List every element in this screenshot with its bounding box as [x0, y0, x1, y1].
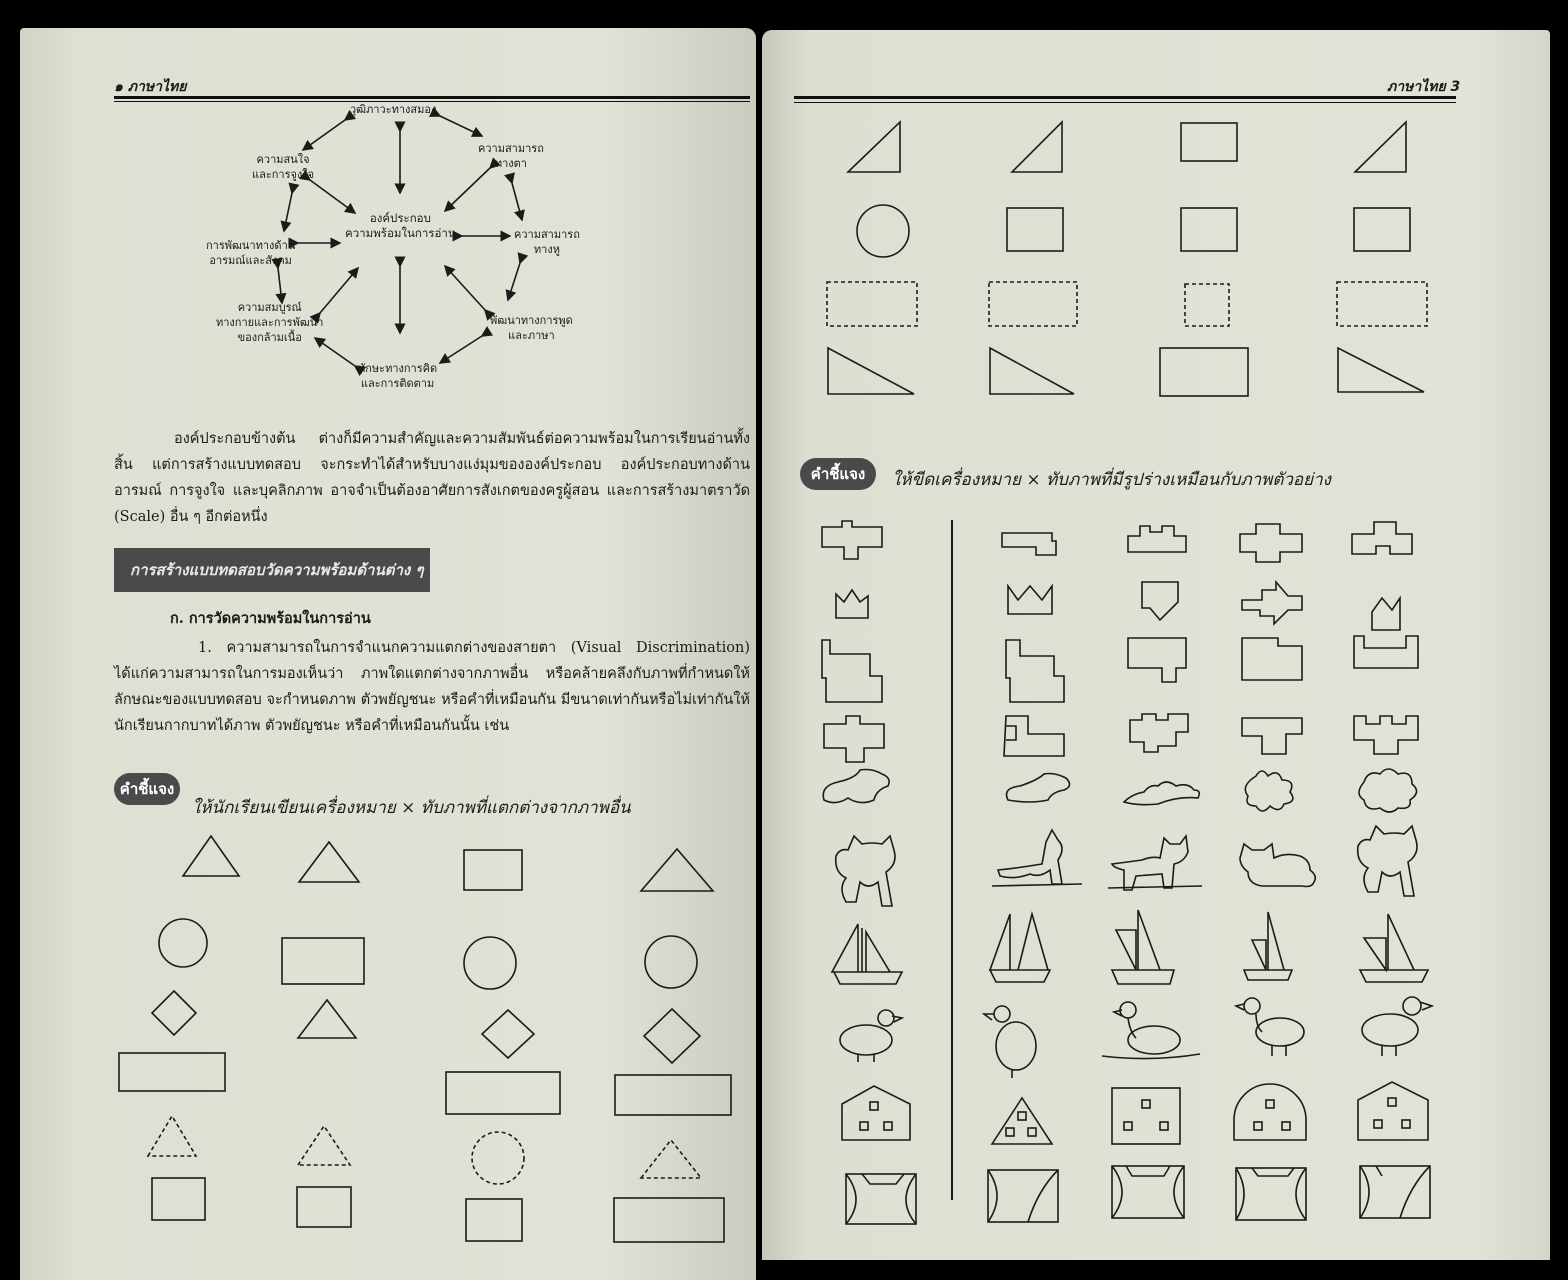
cross-block-shape — [1354, 716, 1418, 754]
cross-block-shape — [1004, 716, 1064, 756]
rectangle — [282, 938, 364, 984]
long-rectangle — [614, 1198, 724, 1242]
blob-shape — [1245, 771, 1293, 811]
long-rectangle — [615, 1075, 731, 1115]
triangle — [298, 1000, 356, 1038]
cloud-shape — [1359, 769, 1417, 812]
circle — [464, 937, 516, 989]
dashed-triangle — [641, 1140, 701, 1178]
house-drawing — [842, 1086, 910, 1140]
rectangle — [152, 1178, 205, 1220]
dashed-triangle — [148, 1116, 196, 1156]
node-brain-maturity: วุฒิภาวะทางสมอง — [350, 103, 437, 116]
circle — [159, 919, 207, 967]
rectangle — [1181, 208, 1237, 251]
crown-shape — [1372, 598, 1400, 630]
instruction-pill-left: คำชี้แจง — [114, 773, 180, 805]
sailboat-drawing — [1112, 910, 1174, 984]
house-drawing — [1112, 1088, 1180, 1144]
node-thinking-skills: ทักษะทางการคิด และการติดตาม — [358, 362, 438, 390]
sailboat-drawing — [1244, 912, 1292, 980]
crown-shape — [836, 590, 868, 618]
dashed-circle — [472, 1132, 524, 1184]
diagram-center: องค์ประกอบ ความพร้อมในการอ่าน — [345, 211, 456, 240]
node-speech-language: พัฒนาทางการพูด และภาษา — [490, 314, 573, 342]
rectangle — [464, 850, 522, 890]
step-shape — [1242, 638, 1302, 680]
diamond — [482, 1010, 534, 1058]
duck-drawing — [1236, 998, 1304, 1056]
dashed-rectangle — [1185, 284, 1229, 326]
duck-drawing — [1362, 997, 1432, 1056]
frame-shape — [1236, 1168, 1306, 1220]
step-shape — [822, 640, 882, 702]
right-matching-grid — [762, 510, 1550, 1210]
instruction-pill-right: คำชี้แจง — [800, 458, 876, 490]
node-hearing-ability: ความสามารถ ทางหู — [514, 228, 580, 256]
left-page — [20, 28, 756, 1280]
triangle — [641, 849, 713, 891]
diamond — [152, 991, 196, 1035]
cat-drawing — [992, 830, 1082, 886]
long-rectangle — [446, 1072, 560, 1114]
node-visual-ability: ความสามารถ ทางตา — [478, 142, 544, 170]
house-drawing — [1234, 1084, 1306, 1140]
dashed-rectangle — [989, 282, 1077, 326]
step-shape — [1128, 638, 1186, 682]
house-drawing — [992, 1098, 1052, 1144]
rectangle — [466, 1199, 522, 1241]
dashed-triangle — [298, 1126, 350, 1165]
node-emotional-social: การพัฒนาทางด้าน อารมณ์และสังคม — [206, 239, 296, 267]
duck-drawing — [840, 1010, 902, 1062]
crown-shape — [1142, 582, 1178, 620]
cat-drawing — [1358, 826, 1417, 896]
sailboat-drawing — [832, 924, 902, 984]
subheading-reading-readiness: ก. การวัดความพร้อมในการอ่าน — [170, 610, 371, 627]
right-triangle — [828, 348, 914, 394]
right-triangle — [1355, 122, 1406, 172]
crown-shape — [1008, 586, 1052, 614]
rectangle — [297, 1187, 351, 1227]
sailboat-drawing — [990, 914, 1050, 982]
dashed-rectangle — [827, 282, 917, 326]
paragraph-components: องค์ประกอบข้างต้น ต่างก็มีความสำคัญและความสัมพันธ์ต่อความพร้อมในการเรียนอ่านทั้งสิ้น แต่การสร้างแบบทดสอบ จะกระทำได้สำหรับบางแง่มุมขององค์ประกอบ องค์ประกอบทางด้านอารมณ์ การจูงใจ และบุคลิกภาพ อาจจำเป็นต้องอาศัยการสังเกตของครูผู้สอน และการสร้างมาตราวัด (Scale) อื่น ๆ อีกต่อหนึ่ง — [114, 431, 750, 525]
right-triangle — [990, 348, 1074, 394]
cross-block-shape — [1242, 718, 1302, 754]
blocky-shape — [1352, 522, 1412, 554]
frame-shape — [988, 1170, 1058, 1222]
right-triangle — [848, 122, 900, 172]
duck-drawing — [1102, 1002, 1200, 1059]
right-page — [762, 30, 1550, 1260]
dashed-rectangle — [1337, 282, 1427, 326]
rectangle — [1181, 123, 1237, 161]
section-band: การสร้างแบบทดสอบวัดความพร้อมด้านต่าง ๆ — [114, 548, 430, 592]
blocky-shape — [1128, 526, 1186, 552]
cross-block-shape — [1130, 714, 1188, 752]
triangle — [299, 842, 359, 882]
cat-drawing — [1240, 844, 1315, 887]
diamond — [644, 1009, 700, 1063]
duck-drawing — [984, 1006, 1036, 1078]
instruction-right: ให้ขีดเครื่องหมาย × ทับภาพที่มีรูปร่างเหมือนกับภาพตัวอย่าง — [892, 470, 1331, 490]
right-triangle — [1338, 348, 1424, 392]
triangle — [183, 836, 239, 876]
arrow-shape — [1242, 582, 1302, 624]
blob-shape — [1007, 774, 1070, 803]
cross-block-shape — [824, 716, 884, 762]
blob-shape — [823, 770, 889, 803]
frame-shape — [1360, 1166, 1430, 1218]
cat-drawing — [836, 836, 895, 906]
blocky-shape — [1002, 533, 1056, 555]
circle — [645, 936, 697, 988]
right-page-header: ภาษาไทย 3 — [1387, 79, 1461, 95]
node-interest-motivation: ความสนใจ และการจูงใจ — [252, 153, 315, 181]
sailboat-drawing — [1360, 914, 1428, 982]
rectangle — [1160, 348, 1248, 396]
step-shape — [1006, 640, 1064, 702]
rectangle — [1354, 208, 1410, 251]
step-shape — [1354, 636, 1418, 668]
left-shape-grid — [20, 828, 756, 1228]
blocky-shape — [822, 521, 882, 559]
paragraph-visual-discrimination: 1. ความสามารถในการจำแนกความแตกต่างของสายตา (Visual Discrimination) ได้แก่ความสามารถในการมองเห็นว่า ภาพใดแตกต่างจากภาพอื่น หรือคล้ายคลึงกับภาพที่กำหนดให้ ลักษณะของแบบทดสอบ จะกำหนดภาพ ตัวพยัญชนะ หรือคำที่เหมือนกัน มีขนาดเท่ากันหรือไม่เท่ากันให้นักเรียนกากบาทได้ภาพ ตัวพยัญชนะ หรือคำที่เหมือนกันนั้น เช่น — [114, 640, 750, 734]
blob-shape — [1124, 782, 1199, 805]
left-page-header: ๑ ภาษาไทย — [114, 79, 187, 95]
house-drawing — [1358, 1082, 1428, 1140]
blocky-shape — [1240, 524, 1302, 562]
right-top-shape-grid — [762, 30, 1550, 430]
instruction-left: ให้นักเรียนเขียนเครื่องหมาย × ทับภาพที่แตกต่างจากภาพอื่น — [192, 798, 631, 818]
long-rectangle — [119, 1053, 225, 1091]
node-physical-development: ความสมบูรณ์ ทางกายและการพัฒนา ของกล้ามเนื้อ — [216, 301, 324, 344]
right-triangle — [1012, 122, 1062, 172]
rectangle — [1007, 208, 1063, 251]
cat-drawing — [1108, 836, 1202, 890]
frame-shape — [846, 1174, 916, 1224]
circle — [857, 205, 909, 257]
frame-shape — [1112, 1166, 1184, 1218]
